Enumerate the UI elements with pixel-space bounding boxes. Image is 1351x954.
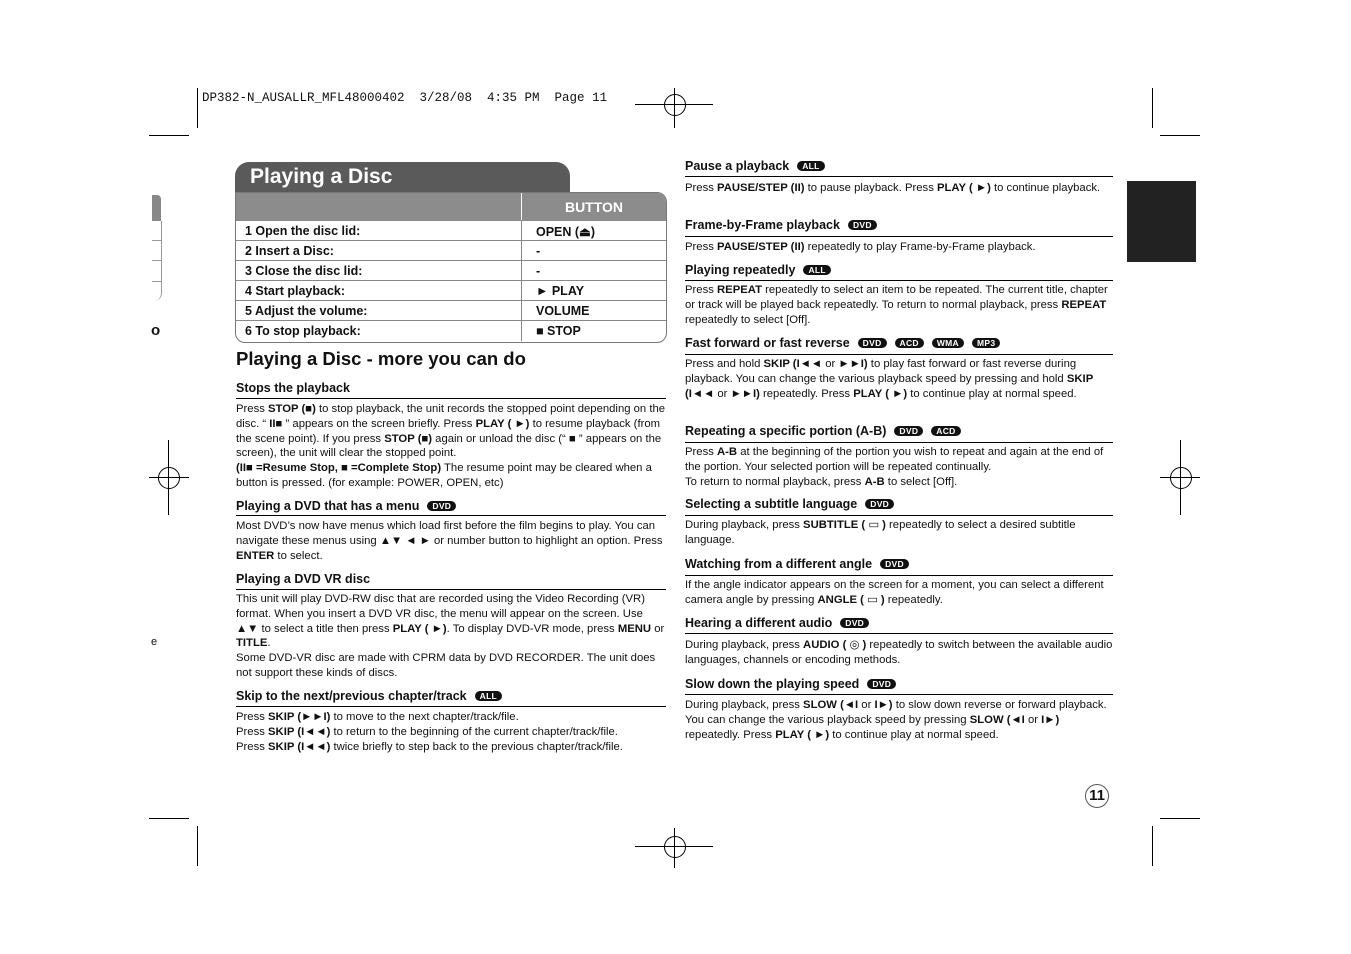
subsection-title-text: Skip to the next/previous chapter/track [236,689,467,703]
left-page-tick [152,281,161,282]
section-body: Press STOP (■) to stop playback, the unit records the stopped point depending on the disc. “ II■ ” appears on the screen briefly. Press PLAY ( ►) to resume playback (from the scene point). If you press STOP (■) again or unload the disc (“ ■ ” appears on the screen), the unit will clear the stopped point. (II■ =Resume Stop, ■ =Complete Stop) The resume point may be cleared when a button is pressed. (for example: POWER, OPEN, etc) [236,403,666,489]
subsection-title-text: Hearing a different audio [685,616,833,630]
table-cell-button: - [536,244,541,258]
section-body: During playback, press AUDIO ( ◎ ) repeatedly to switch between the available audio languages, channels or encoding methods. [685,639,1113,666]
disc-type-badge: DVD [894,426,923,436]
left-page-tick [152,240,161,241]
table-cell-step: 1 Open the disc lid: [245,224,361,238]
section-body: Press and hold SKIP (I◄◄ or ►►I) to play fast forward or fast reverse during playback. You can change the various playback speed by pressing and hold SKIP (I◄◄ or ►►I) repeatedly. Press PLAY ( ►) to continue play at normal speed. [685,358,1094,400]
disc-type-badge: ACD [895,338,924,348]
registration-mark [664,836,686,858]
section-body: Press PAUSE/STEP (II) repeatedly to play Frame-by-Frame playback. [685,241,1036,253]
table-cell-button: ■ STOP [536,324,581,338]
table-cell-button: VOLUME [536,304,590,318]
table-row [236,240,666,261]
table-cell-step: 2 Insert a Disc: [245,244,334,258]
table-row [236,280,666,301]
subsection-title [685,557,909,571]
subsection-title-text: Slow down the playing speed [685,677,860,691]
subsection-title [685,616,869,630]
table-cell-step: 6 To stop playback: [245,324,361,338]
registration-mark [664,94,686,116]
section-body: During playback, press SLOW (◄I or I►) to slow down reverse or forward playback. You can change the various playback speed by pressing SLOW (◄I or I►) repeatedly. Press PLAY ( ►) to continue play at normal speed. [685,699,1107,741]
left-page-tab [152,195,161,221]
disc-type-badge: MP3 [972,338,1000,348]
subsection-title [685,263,831,277]
section-rule [685,280,1113,281]
section-body: Press REPEAT repeatedly to select an item to be repeated. The current title, chapter or track will be played back repeatedly. To return to normal playback, press REPEAT repeatedly to select [Off]. [685,284,1108,326]
subsection-title-text: Frame-by-Frame playback [685,218,840,232]
subsection-title-text: Fast forward or fast reverse [685,336,850,350]
table-header [236,193,666,220]
disc-type-badge: ALL [475,691,502,701]
registration-mark [158,467,180,489]
left-page-edge [152,221,162,301]
subsection-title-text: Selecting a subtitle language [685,497,858,511]
section-body: If the angle indicator appears on the screen for a moment, you can select a different camera angle by pressing ANGLE ( ▭ ) repeatedly. [685,579,1104,606]
section-rule [236,515,666,516]
left-page-tick [152,260,161,261]
disc-type-badge: WMA [932,338,964,348]
section-rule [685,354,1113,355]
disc-type-badge: DVD [867,679,896,689]
section-body: Press SKIP (►►I) to move to the next chapter/track/file. Press SKIP (I◄◄) to return to the beginning of the current chapter/track/file. Press SKIP (I◄◄) twice briefly to step back to the previous chapter/track/file. [236,711,623,753]
section-tab [1127,181,1196,262]
crop-mark [197,88,198,128]
crop-mark [1152,88,1153,128]
section-rule [236,589,666,590]
table-cell-step: 3 Close the disc lid: [245,264,363,278]
disc-type-badge: DVD [427,501,456,511]
subsection-title-text: Pause a playback [685,159,790,173]
button-table [235,192,667,343]
subsection-title [685,159,825,173]
print-header: DP382-N_AUSALLR_MFL48000402 3/28/08 4:35 PM Page 11 [202,91,608,105]
table-cell-step: 4 Start playback: [245,284,346,298]
subsection-title [685,218,877,232]
subsection-title-text: Watching from a different angle [685,557,873,571]
subsection-title [236,381,350,395]
disc-type-badge: DVD [848,220,877,230]
section-body: Most DVD’s now have menus which load first before the film begins to play. You can navigate these menus using ▲▼ ◄ ► or number button to highlight an option. Press ENTER to select. [236,520,663,562]
subsection-title-text: Playing repeatedly [685,263,796,277]
table-row [236,320,666,341]
section-body: This unit will play DVD-RW disc that are recorded using the Video Recording (VR) format. When you insert a DVD VR disc, the menu will appear on the screen. Use ▲▼ to select a title then press PLAY ( ►). To display DVD-VR mode, press MENU or TITLE. Some DVD-VR disc are made with CPRM data by DVD RECORDER. The unit does not support these kinds of discs. [236,593,665,679]
subsection-title [685,424,961,438]
section-body: Press A-B at the beginning of the portion you wish to repeat and again at the end of the portion. Your selected portion will be repeated continually. To return to normal playback, press A-B to select [Off]. [685,446,1104,488]
disc-type-badge: DVD [858,338,887,348]
section-rule [685,176,1113,177]
subsection-title [236,572,370,586]
section-body: During playback, press SUBTITLE ( ▭ ) repeatedly to select a desired subtitle language. [685,519,1076,546]
section-rule [685,442,1113,443]
section-rule [236,398,666,399]
section-rule [685,633,1113,634]
subsection-title-text: Repeating a specific portion (A-B) [685,424,887,438]
title-bar [235,162,570,194]
table-row [236,300,666,321]
section-rule [685,236,1113,237]
disc-type-badge: DVD [880,559,909,569]
disc-type-badge: ALL [803,265,830,275]
section-heading: Playing a Disc - more you can do [236,348,526,369]
disc-type-badge: DVD [840,618,869,628]
disc-type-badge: ACD [931,426,960,436]
subsection-title [685,497,894,511]
table-cell-button: ► PLAY [536,284,585,298]
crop-mark [197,826,198,866]
section-rule [685,515,1113,516]
subsection-title [236,499,456,513]
table-row [236,260,666,281]
page-number: 11 [1085,784,1109,808]
table-header-button: BUTTON [564,199,624,215]
subsection-title-text: Playing a DVD that has a menu [236,499,420,513]
table-cell-button: - [536,264,541,278]
table-row [236,220,666,241]
subsection-title [236,689,502,703]
crop-mark [1152,826,1153,866]
table-cell-step: 5 Adjust the volume: [245,304,368,318]
crop-mark [1160,818,1200,819]
subsection-title [685,677,896,691]
crop-mark [149,818,189,819]
section-body: Press PAUSE/STEP (II) to pause playback. Press PLAY ( ►) to continue playback. [685,182,1101,194]
crop-mark [149,135,189,136]
disc-type-badge: ALL [797,161,824,171]
table-cell-button: OPEN (⏏) [536,225,596,239]
section-rule [685,575,1113,576]
subsection-title-text: Playing a DVD VR disc [236,572,371,586]
margin-char: o [151,322,161,339]
section-rule [685,694,1113,695]
crop-mark [1160,135,1200,136]
subsection-title-text: Stops the playback [236,381,350,395]
section-rule [236,706,666,707]
subsection-title [685,336,1000,350]
disc-type-badge: DVD [865,499,894,509]
margin-char: e [151,636,158,648]
registration-mark [1170,467,1192,489]
page-title: Playing a Disc [250,165,393,188]
